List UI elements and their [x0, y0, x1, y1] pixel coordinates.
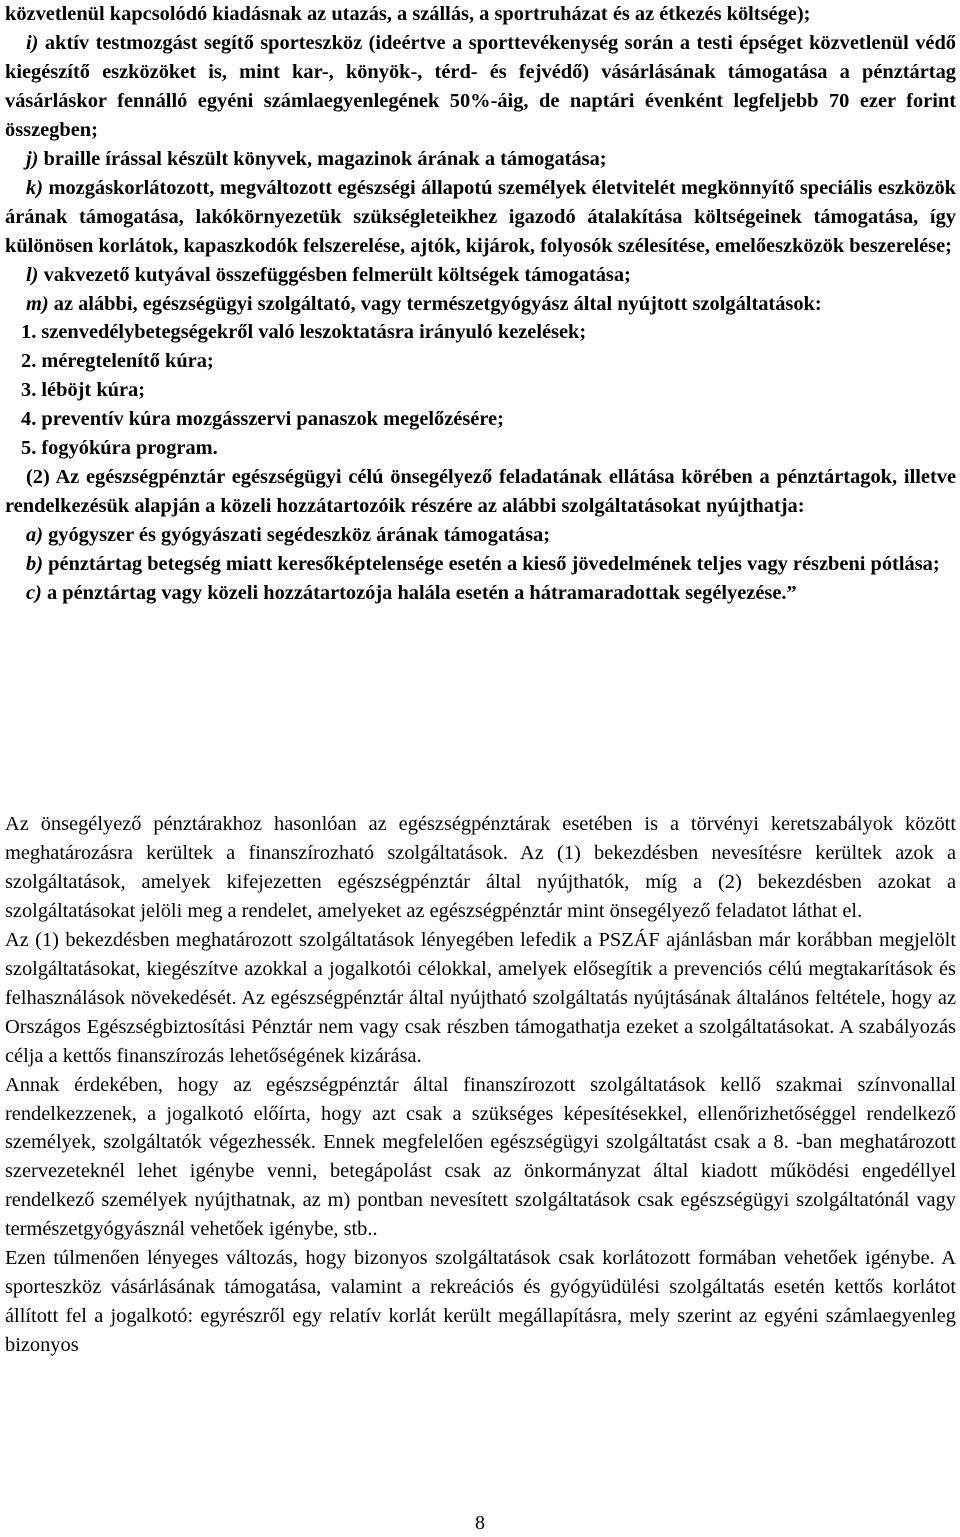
paragraph-2: (2) Az egészségpénztár egészségügyi célú önsegélyező feladatának ellátása körében a pénztártagok, illetve rendelkezésük alapján a közeli hozzátartozóik részére az alábbi szolgáltatásokat nyújthatja:: [5, 466, 956, 518]
item-k: k) mozgáskorlátozott, megváltozott egészségi állapotú személyek életvitelét megkönnyítő speciális eszközök árának támogatása, lakókörnyezetük szükségleteikhez igazodó átalakítása költségeinek támogatása, így különösen korlátok, kapaszkodók felszerelése, ajtók, kijárok, folyosók szélesítése, emelőeszközök beszerelése;: [5, 176, 956, 257]
paragraph-continuation: közvetlenül kapcsolódó kiadásnak az utazás, a szállás, a sportruházat és az étkezés költsége);: [5, 3, 811, 25]
item-marker: l): [26, 263, 39, 286]
item-b: b) pénztártag betegség miatt keresőképtelensége esetén a kieső jövedelmének teljes vagy részbeni pótlása;: [26, 553, 940, 576]
item-c: c) a pénztártag vagy közeli hozzátartozója halála esetén a hátramaradottak segélyezése.”: [26, 582, 797, 605]
item-a: a) gyógyszer és gyógyászati segédeszköz árának támogatása;: [26, 524, 551, 547]
body-paragraph: Ezen túlmenően lényeges változás, hogy bizonyos szolgáltatások csak korlátozott formában vehetőek igénybe. A sporteszköz vásárlásának támogatása, valamint a rekreációs és gyógyüdülési szolgáltatás esetén kettős korlátot állított fel a jogalkotó: egyrészről egy relatív korlát került megállapításra, mely szerint az egyéni számlaegyenleg bizonyos: [5, 1247, 956, 1357]
item-j: j) braille írással készült könyvek, magazinok árának a támogatása;: [26, 147, 607, 170]
list-item: 2. méregtelenítő kúra;: [21, 350, 214, 373]
body-paragraph: Az önsegélyező pénztárakhoz hasonlóan az egészségpénztárak esetében is a törvényi keretszabályok között meghatározásra kerültek a finanszírozható szolgáltatások. Az (1) bekezdésben nevesítésre kerültek azok a szolgáltatások, amelyek kifejezetten egészségpénztár által nyújthatók, míg a (2) bekezdésben azokat a szolgáltatásokat jelöli meg a rendelet, amelyeket az egészségpénztár mint önsegélyező feladatot láthat el.: [5, 813, 956, 922]
item-l: l) vakvezető kutyával összefüggésben felmerült költségek támogatása;: [26, 263, 631, 286]
list-item: 3. léböjt kúra;: [21, 379, 146, 402]
item-marker: a): [26, 524, 43, 547]
item-marker: c): [26, 582, 42, 605]
item-i: i) aktív testmozgást segítő sporteszköz (ideértve a sporttevékenység során a testi épséget közvetlenül védő kiegészítő eszközöket is, mint kar-, könyök-, térd- és fejvédő) vásárlásának támogatása a pénztártag vásárláskor fennálló egyéni számlaegyenlegének 50%-áig, de naptári évenként legfeljebb 70 ezer forint összegben;: [5, 31, 956, 141]
body-paragraph: Annak érdekében, hogy az egészségpénztár által finanszírozott szolgáltatások kellő szakmai színvonallal rendelkezzenek, a jogalkotó előírta, hogy azt csak a szükséges képesítésekkel, ellenőrizhetőséggel rendelkező személyek, szolgáltatók végezhessék. Ennek megfelelően egészségügyi szolgáltatást csak a 8. -ban meghatározott szervezeteknél lehet igénybe venni, betegápolást csak az önkormányzat által kiadott működési engedéllyel rendelkező személyek nyújthatnak, az m) pontban nevesített szolgáltatások csak egészségügyi szolgáltatónál vagy természetgyógyásznál vehetőek igénybe, stb..: [5, 1073, 956, 1241]
commentary: [5, 810, 956, 1360]
item-marker: i): [26, 31, 39, 54]
list-item: 4. preventív kúra mozgásszervi panaszok megelőzésére;: [21, 408, 504, 431]
item-marker: m): [26, 292, 49, 315]
item-marker: j): [26, 147, 39, 170]
item-marker: k): [26, 176, 43, 199]
document-page: [5, 0, 956, 1357]
page-number: 8: [475, 1512, 485, 1534]
list-item: 1. szenvedélybetegségekről való leszoktatásra irányuló kezelések;: [21, 321, 587, 344]
list-item: 5. fogyókúra program.: [21, 437, 218, 460]
body-paragraph: Az (1) bekezdésben meghatározott szolgáltatások lényegében lefedik a PSZÁF ajánlásban már korábban megjelölt szolgáltatásokat, kiegészítve azokkal a jogalkotói célokkal, amelyek elősegítik a prevenciós célú megtakarítások és felhasználások növekedését. Az egészségpénztár által nyújtható szolgáltatás nyújtásának általános feltétele, hogy az Országos Egészségbiztosítási Pénztár nem vagy csak részben támogathatja ezeket a szolgáltatásokat. A szabályozás célja a kettős finanszírozás lehetőségének kizárása.: [5, 928, 956, 1067]
statute-quote: [5, 0, 956, 608]
item-marker: b): [26, 553, 43, 576]
item-m: m) az alábbi, egészségügyi szolgáltató, vagy természetgyógyász által nyújtott szolgáltatások:: [26, 292, 822, 315]
